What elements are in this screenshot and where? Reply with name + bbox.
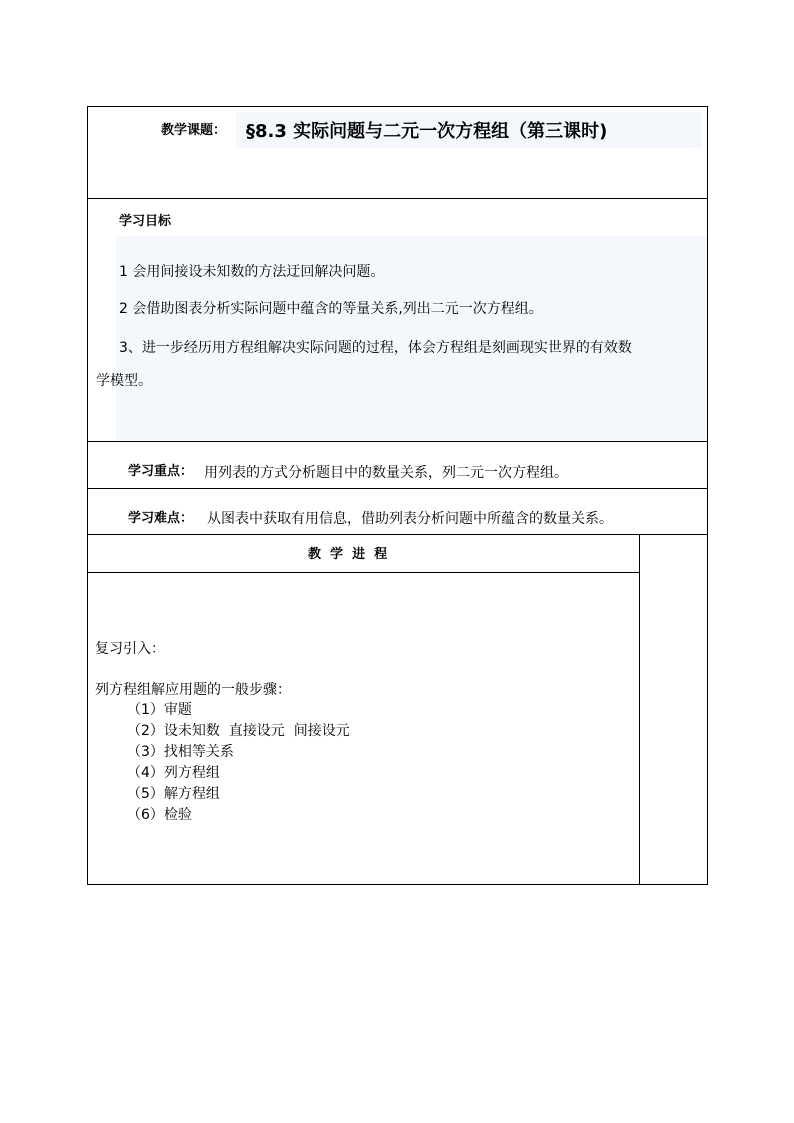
objective-item: 2 会借助图表分析实际问题中蕴含的等量关系,列出二元一次方程组。: [119, 301, 543, 317]
divider: [87, 534, 708, 535]
step-item: （2）设未知数 直接设元 间接设元: [127, 723, 350, 739]
divider: [87, 488, 708, 489]
divider: [87, 441, 708, 442]
objective-item: 3、进一步经历用方程组解决实际问题的过程，体会方程组是刻画现实世界的有效数: [119, 340, 632, 356]
step-item: （1）审题: [127, 702, 192, 718]
course-topic-label: 教学课题：: [161, 123, 227, 138]
difficulty-label: 学习难点：: [128, 511, 194, 526]
key-point-label: 学习重点：: [128, 464, 194, 479]
process-heading: 教 学 进 程: [308, 547, 388, 562]
steps-intro: 列方程组解应用题的一般步骤：: [95, 682, 291, 698]
page-title: §8.3 实际问题与二元一次方程组（第三课时): [246, 121, 608, 142]
divider: [87, 198, 708, 199]
difficulty-text: 从图表中获取有用信息，借助列表分析问题中所蕴含的数量关系。: [207, 511, 613, 527]
divider: [87, 572, 639, 573]
step-item: （5）解方程组: [127, 786, 220, 802]
objectives-heading: 学习目标: [119, 214, 172, 229]
objective-item: 1 会用间接设未知数的方法迂回解决问题。: [119, 264, 385, 280]
step-item: （6）检验: [127, 807, 192, 823]
objective-item-continued: 学模型。: [96, 373, 152, 389]
step-item: （4）列方程组: [127, 765, 220, 781]
step-item: （3）找相等关系: [127, 744, 234, 760]
review-label: 复习引入：: [95, 641, 165, 657]
key-point-text: 用列表的方式分析题目中的数量关系，列二元一次方程组。: [204, 465, 568, 481]
column-divider: [639, 534, 640, 885]
